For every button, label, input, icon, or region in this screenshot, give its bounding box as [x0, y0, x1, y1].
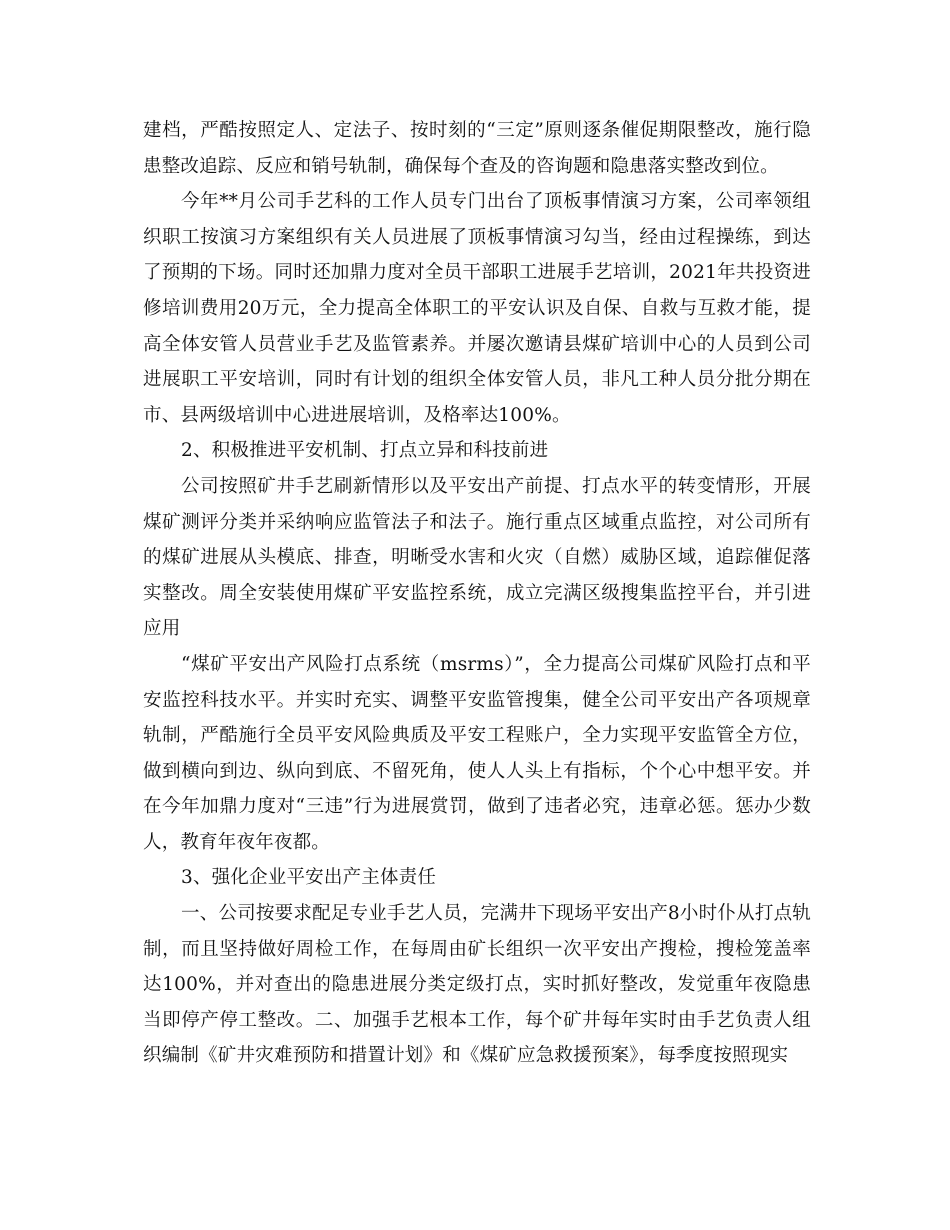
document-body [143, 113, 811, 1074]
paragraph: 今年**月公司手艺科的工作人员专门出台了顶板事情演习方案，公司率领组织职工按演习方案组织有关人员进展了顶板事情演习勾当，经由过程操练，到达了预期的下场。同时还加鼎力度对全员干部职工进展手艺培训，2021年共投资进修培训费用20万元，全力提高全体职工的平安认识及自保、自救与互救才能，提高全体安管人员营业手艺及监管素养。并屡次邀请县煤矿培训中心的人员到公司进展职工平安培训，同时有计划的组织全体安管人员，非凡工种人员分批分期在市、县两级培训中心进进展培训，及格率达100%。 [143, 191, 811, 426]
paragraph: 一、公司按要求配足专业手艺人员，完满井下现场平安出产8小时仆从打点轨制，而且坚持做好周检工作，在每周由矿长组织一次平安出产搜检，搜检笼盖率达100%，并对查出的隐患进展分类定级打点，实时抓好整改，发觉重年夜隐患当即停产停工整改。二、加强手艺根本工作，每个矿井每年实时由手艺负责人组织编制《矿井灾难预防和措置计划》和《煤矿应急救援预案》，每季度按照现实 [143, 903, 811, 1067]
paragraph: 公司按照矿井手艺刷新情形以及平安出产前提、打点水平的转变情形，开展煤矿测评分类并采纳响应监管法子和法子。施行重点区域重点监控，对公司所有的煤矿进展从头模底、排查，明晰受水害和火灾（自燃）威胁区域，追踪催促落实整改。周全安装使用煤矿平安监控系统，成立完满区级搜集监控平台，并引进应用 [143, 475, 811, 640]
section-heading: 3、强化企业平安出产主体责任 [181, 867, 437, 889]
paragraph: 建档，严酷按照定人、定法子、按时刻的“三定”原则逐条催促期限整改，施行隐患整改追踪、反应和销号轨制，确保每个查及的咨询题和隐患落实整改到位。 [143, 120, 811, 177]
section-heading: 2、积极推进平安机制、打点立异和科技前进 [181, 440, 549, 462]
paragraph: “煤矿平安出产风险打点系统（msrms）”，全力提高公司煤矿风险打点和平安监控科技水平。并实时充实、调整平安监管搜集，健全公司平安出产各项规章轨制，严酷施行全员平安风险典质及平安工程账户，全力实现平安监管全方位，做到横向到边、纵向到底、不留死角，使人人头上有指标，个个心中想平安。并在今年加鼎力度对“三违”行为进展赏罚，做到了违者必究，违章必惩。惩办少数人，教育年夜年夜都。 [143, 653, 811, 853]
